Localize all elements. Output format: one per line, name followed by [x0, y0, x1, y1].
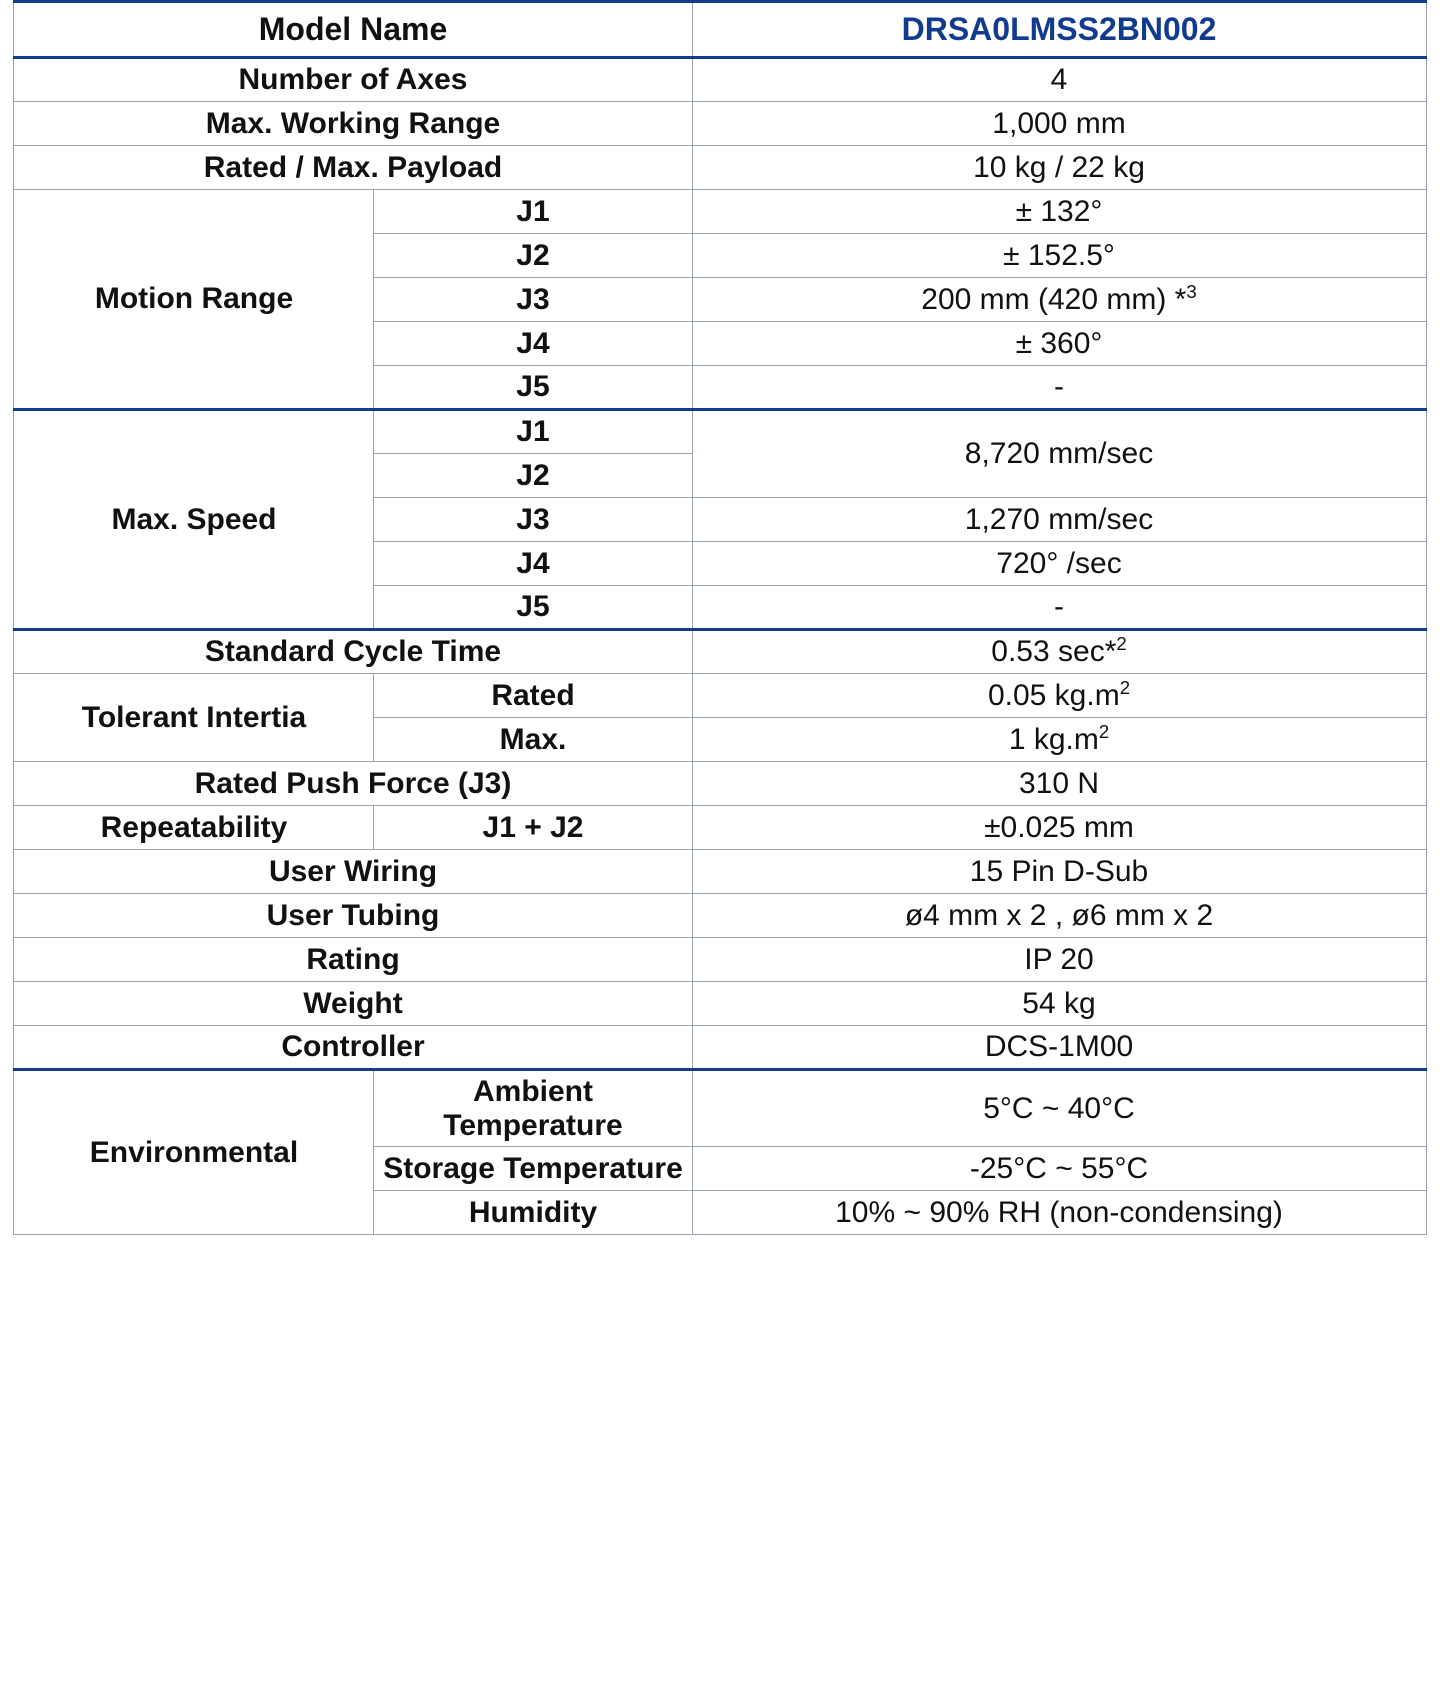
- row-sub-tolerant-inertia-max: Max.: [374, 718, 692, 762]
- row-value-environmental-humidity: 10% ~ 90% RH (non-condensing): [692, 1191, 1426, 1235]
- row-sub-max-speed-j3: J3: [374, 498, 692, 542]
- row-value-user-wiring: 15 Pin D-Sub: [692, 850, 1426, 894]
- table-row-tolerant-inertia-rated: [14, 674, 1426, 718]
- cycle-time-text: 0.53 sec*: [991, 635, 1117, 669]
- table-row-weight: [14, 982, 1426, 1026]
- specification-table: [13, 0, 1426, 1235]
- row-label-number-of-axes: Number of Axes: [14, 58, 692, 102]
- row-value-max-speed-j5: -: [692, 586, 1426, 630]
- row-value-tolerant-inertia-max: [692, 718, 1426, 762]
- table-row-rating: [14, 938, 1426, 982]
- table-row-controller: [14, 1026, 1426, 1070]
- table-row-motion-range-j1: [14, 190, 1426, 234]
- row-value-environmental-ambient: 5°C ~ 40°C: [692, 1070, 1426, 1147]
- row-value-motion-range-j4: ± 360°: [692, 322, 1426, 366]
- table-row-repeatability: [14, 806, 1426, 850]
- row-sub-motion-range-j4: J4: [374, 322, 692, 366]
- tolerant-inertia-rated-text: 0.05 kg.m: [987, 678, 1120, 712]
- row-value-tolerant-inertia-rated: [692, 674, 1426, 718]
- row-label-model-name: Model Name: [14, 2, 692, 58]
- table-row-standard-cycle-time: [14, 630, 1426, 674]
- row-label-environmental: Environmental: [14, 1070, 374, 1235]
- row-sub-motion-range-j2: J2: [374, 234, 692, 278]
- row-label-controller: Controller: [14, 1026, 692, 1070]
- row-sub-environmental-humidity: Humidity: [374, 1191, 692, 1235]
- row-sub-motion-range-j1: J1: [374, 190, 692, 234]
- row-label-motion-range: Motion Range: [14, 190, 374, 410]
- row-value-max-speed-j4: 720° /sec: [692, 542, 1426, 586]
- row-value-motion-range-j1: ± 132°: [692, 190, 1426, 234]
- row-label-user-wiring: User Wiring: [14, 850, 692, 894]
- row-value-payload: 10 kg / 22 kg: [692, 146, 1426, 190]
- row-value-rating: IP 20: [692, 938, 1426, 982]
- table-row-max-working-range: [14, 102, 1426, 146]
- row-value-max-speed-j1-j2: 8,720 mm/sec: [692, 410, 1426, 498]
- tolerant-inertia-max-text: 1 kg.m: [1008, 722, 1099, 756]
- cycle-time-footnote: 2: [1116, 633, 1127, 655]
- row-value-model-name: DRSA0LMSS2BN002: [692, 2, 1426, 58]
- row-sub-max-speed-j2: J2: [374, 454, 692, 498]
- row-value-environmental-storage: -25°C ~ 55°C: [692, 1147, 1426, 1191]
- table-row-payload: [14, 146, 1426, 190]
- row-label-rating: Rating: [14, 938, 692, 982]
- table-row-max-speed-j1: [14, 410, 1426, 454]
- row-value-number-of-axes: 4: [692, 58, 1426, 102]
- tolerant-inertia-rated-exponent: 2: [1119, 676, 1131, 698]
- row-sub-max-speed-j4: J4: [374, 542, 692, 586]
- row-sub-environmental-storage: Storage Temperature: [374, 1147, 692, 1191]
- row-value-motion-range-j2: ± 152.5°: [692, 234, 1426, 278]
- motion-range-j3-text: 200 mm (420 mm) *: [921, 282, 1187, 316]
- row-value-motion-range-j5: -: [692, 366, 1426, 410]
- row-label-repeatability: Repeatability: [14, 806, 374, 850]
- row-sub-max-speed-j1: J1: [374, 410, 692, 454]
- table-row-user-tubing: [14, 894, 1426, 938]
- row-label-user-tubing: User Tubing: [14, 894, 692, 938]
- row-sub-motion-range-j5: J5: [374, 366, 692, 410]
- row-label-payload: Rated / Max. Payload: [14, 146, 692, 190]
- row-sub-repeatability: J1 + J2: [374, 806, 692, 850]
- row-sub-tolerant-inertia-rated: Rated: [374, 674, 692, 718]
- row-value-rated-push-force: 310 N: [692, 762, 1426, 806]
- row-label-standard-cycle-time: Standard Cycle Time: [14, 630, 692, 674]
- table-row-model-name: [14, 2, 1426, 58]
- row-value-standard-cycle-time: [692, 630, 1426, 674]
- tolerant-inertia-max-exponent: 2: [1098, 720, 1110, 742]
- row-value-weight: 54 kg: [692, 982, 1426, 1026]
- row-sub-max-speed-j5: J5: [374, 586, 692, 630]
- row-label-max-speed: Max. Speed: [14, 410, 374, 630]
- row-value-repeatability: ±0.025 mm: [692, 806, 1426, 850]
- row-label-weight: Weight: [14, 982, 692, 1026]
- table-row-number-of-axes: [14, 58, 1426, 102]
- motion-range-j3-footnote: 3: [1186, 280, 1197, 302]
- row-value-controller: DCS-1M00: [692, 1026, 1426, 1070]
- row-sub-motion-range-j3: J3: [374, 278, 692, 322]
- table-row-rated-push-force: [14, 762, 1426, 806]
- table-row-user-wiring: [14, 850, 1426, 894]
- row-value-max-speed-j3: 1,270 mm/sec: [692, 498, 1426, 542]
- row-value-user-tubing: ø4 mm x 2 , ø6 mm x 2: [692, 894, 1426, 938]
- row-label-tolerant-inertia: Tolerant Intertia: [14, 674, 374, 762]
- row-label-max-working-range: Max. Working Range: [14, 102, 692, 146]
- row-value-motion-range-j3: [692, 278, 1426, 322]
- row-value-max-working-range: 1,000 mm: [692, 102, 1426, 146]
- table-row-environmental-ambient: [14, 1070, 1426, 1147]
- row-label-rated-push-force: Rated Push Force (J3): [14, 762, 692, 806]
- row-sub-environmental-ambient: Ambient Temperature: [374, 1070, 692, 1147]
